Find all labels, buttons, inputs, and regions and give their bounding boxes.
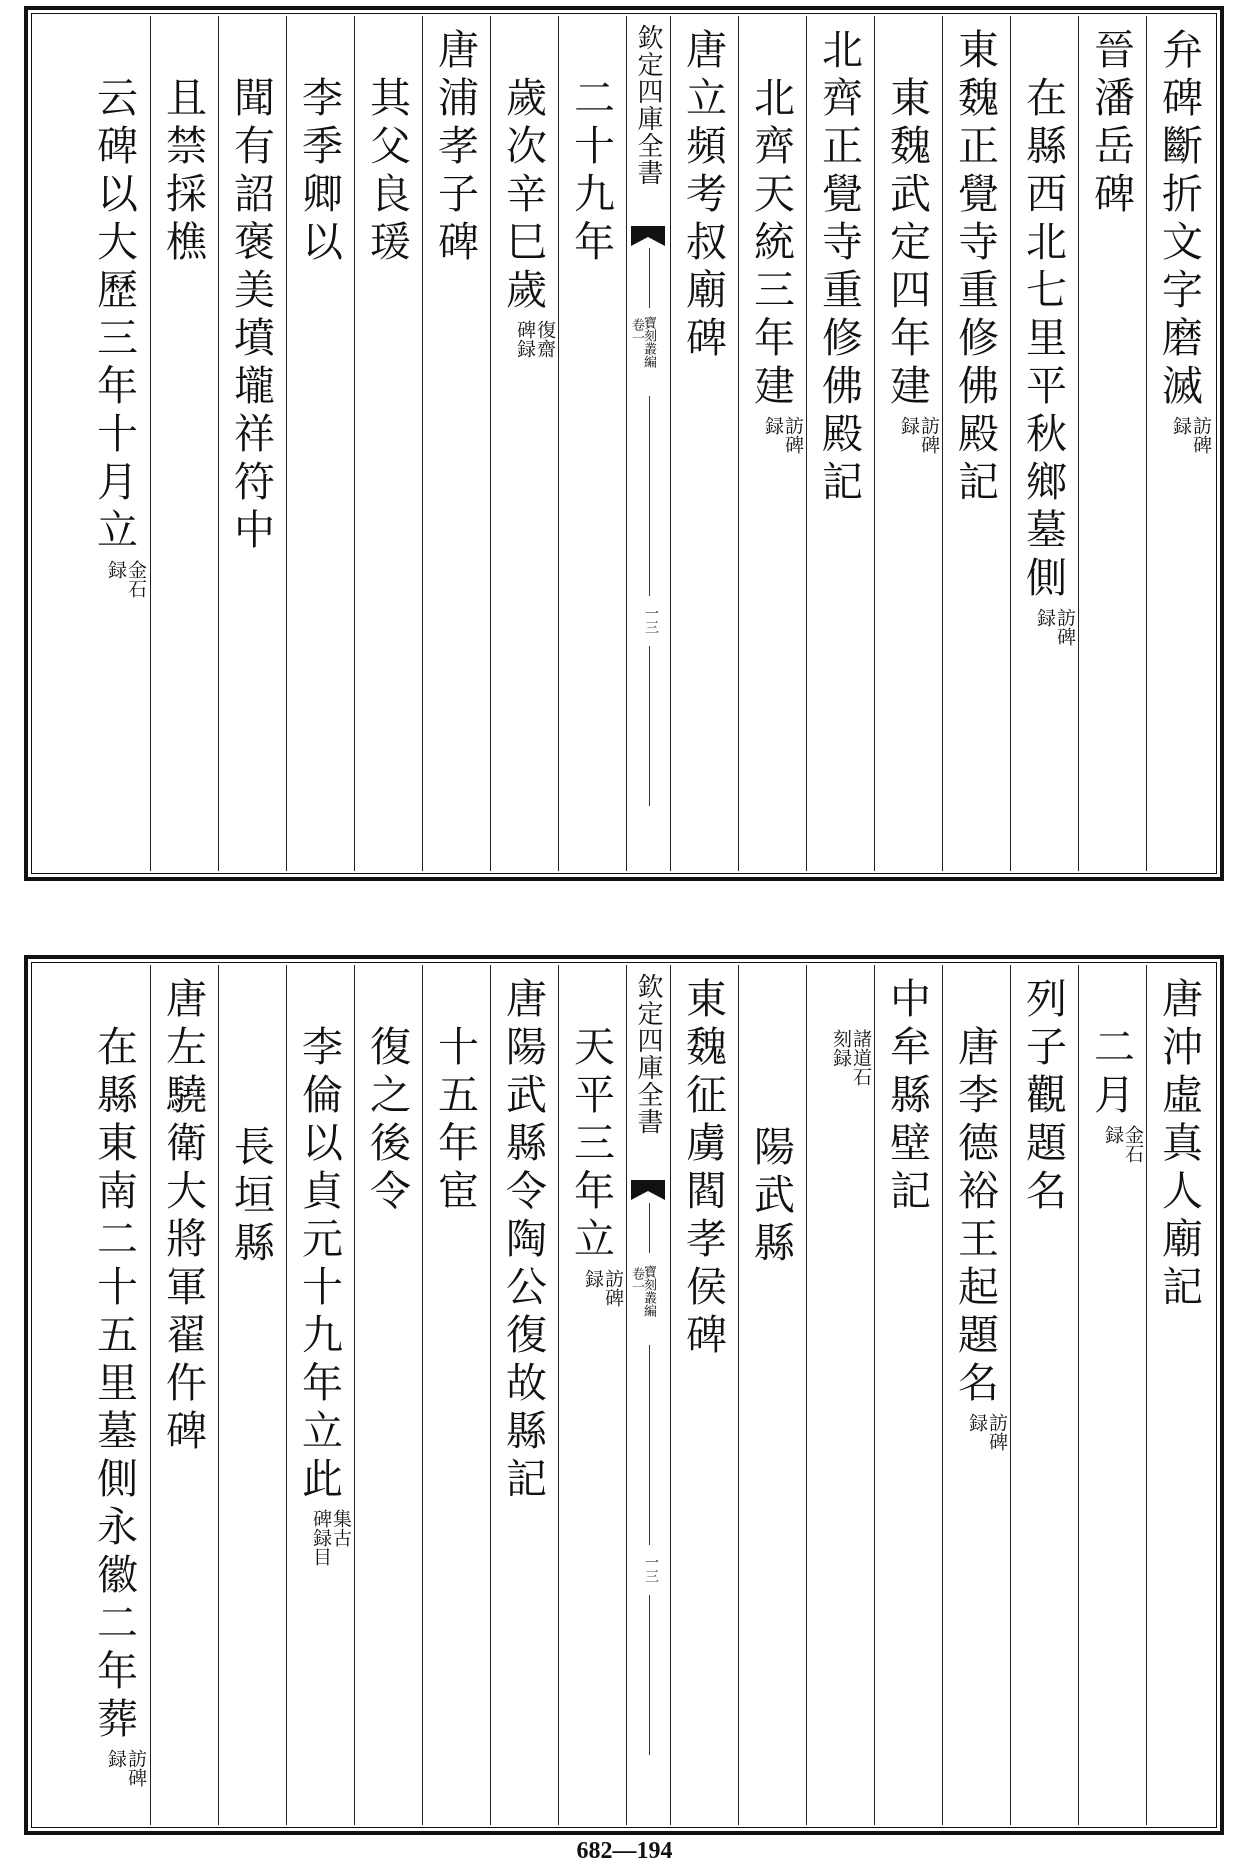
text-column: [490, 965, 558, 1825]
note-line: 訪碑: [125, 1749, 147, 1787]
column-text: 聞有詔褒美墳壠祥符中: [227, 76, 275, 556]
small-note: [311, 1509, 351, 1566]
note-line: 訪碑: [1190, 416, 1212, 454]
column-text: 唐陽武縣令陶公復故縣記: [499, 977, 547, 1505]
gutter-line: [649, 646, 650, 806]
note-line: 録: [762, 416, 784, 435]
column-text: 天平三年立: [567, 1025, 615, 1265]
small-note: [899, 416, 939, 454]
gutter-line: [649, 1595, 650, 1755]
column-text: 中牟縣壁記: [883, 977, 931, 1217]
column-text: 北齊天統三年建: [747, 76, 795, 412]
fish-tail-mark: [631, 1180, 665, 1200]
text-column: [670, 16, 738, 871]
column-text: 長垣縣: [227, 1125, 275, 1269]
column-text: 東魏征虜閻孝侯碑: [679, 977, 727, 1361]
text-column: [1010, 965, 1078, 1825]
column-text: 晉潘岳碑: [1087, 28, 1135, 220]
small-note: [831, 1029, 871, 1086]
note-line: 金石: [125, 560, 147, 598]
text-column: [422, 16, 490, 871]
note-line: 録: [966, 1413, 988, 1432]
note-line: 録: [898, 416, 920, 435]
column-text: 唐浦孝子碑: [431, 28, 479, 268]
small-note: [1171, 416, 1211, 454]
gutter-line: [649, 1345, 650, 1545]
gutter-line: [649, 396, 650, 596]
leaf-number: 一三: [643, 1555, 659, 1583]
note-line: 復齋: [534, 320, 556, 358]
book-title: 欽定四庫全書: [633, 973, 663, 1135]
small-note: [583, 1269, 623, 1307]
text-column: [738, 965, 806, 1825]
small-note: [515, 320, 555, 358]
note-line: 録: [1102, 1125, 1124, 1144]
text-column: [490, 16, 558, 871]
note-line: 録: [1034, 608, 1056, 627]
column-text: 歲次辛巳歲: [499, 76, 547, 316]
top-page: [24, 6, 1224, 881]
center-gutter: [626, 965, 670, 1825]
text-column: [82, 965, 150, 1825]
text-column: [942, 16, 1010, 871]
volume-label: 卷一: [629, 1267, 644, 1293]
note-line: 刻録: [830, 1029, 852, 1067]
bottom-columns: [34, 965, 1214, 1825]
column-text: 云碑以大歷三年十月立: [90, 76, 138, 556]
small-note: [1103, 1125, 1143, 1163]
text-column: [806, 965, 874, 1825]
top-columns: [34, 16, 1214, 871]
text-column: [354, 16, 422, 871]
note-line: 録: [105, 1749, 127, 1768]
column-text: 復之後令: [363, 1025, 411, 1217]
gutter-line: [649, 248, 650, 308]
column-text: 陽武縣: [747, 1125, 795, 1269]
small-note: [106, 1749, 146, 1787]
column-text: 且禁採樵: [159, 76, 207, 268]
text-column: [82, 16, 150, 871]
note-line: 訪碑: [918, 416, 940, 454]
text-column: [738, 16, 806, 871]
column-text: 李季卿以: [295, 76, 343, 268]
note-line: 金石: [1122, 1125, 1144, 1163]
book-title: 欽定四庫全書: [633, 24, 663, 186]
text-column: [1010, 16, 1078, 871]
column-text: 弁碑斷折文字磨滅: [1155, 28, 1203, 412]
column-text: 在縣東南二十五里墓側永徽二年葬: [90, 1025, 138, 1745]
column-text: 東魏武定四年建: [883, 76, 931, 412]
note-line: 訪碑: [1054, 608, 1076, 646]
text-column: [1078, 16, 1146, 871]
text-column: [150, 965, 218, 1825]
text-column: [150, 16, 218, 871]
note-line: 碑録目: [310, 1509, 332, 1566]
small-note: [763, 416, 803, 454]
column-text: 在縣西北七里平秋鄉墓側: [1019, 76, 1067, 604]
column-text: 唐李德裕王起題名: [951, 1025, 999, 1409]
note-line: 諸道石: [850, 1029, 872, 1086]
column-text: 李倫以貞元十九年立此: [295, 1025, 343, 1505]
note-line: 録: [582, 1269, 604, 1288]
gutter-line: [649, 1203, 650, 1253]
column-text: 十五年宦: [431, 1025, 479, 1217]
note-line: 訪碑: [602, 1269, 624, 1307]
text-column: [218, 16, 286, 871]
text-column: [558, 16, 626, 871]
note-line: 碑録: [514, 320, 536, 358]
note-line: 訪碑: [986, 1413, 1008, 1451]
column-text: 東魏正覺寺重修佛殿記: [951, 28, 999, 508]
text-column: [422, 965, 490, 1825]
volume-label: 卷一: [629, 318, 644, 344]
small-note: [106, 560, 146, 598]
column-text: 北齊正覺寺重修佛殿記: [815, 28, 863, 508]
bottom-page: [24, 955, 1224, 1835]
text-column: [1146, 965, 1214, 1825]
text-column: [558, 965, 626, 1825]
small-note: [967, 1413, 1007, 1451]
small-note: [1035, 608, 1075, 646]
text-column: [1146, 16, 1214, 871]
collection-title: 寶刻叢編: [641, 316, 656, 368]
collection-title: 寶刻叢編: [641, 1265, 656, 1317]
text-column: [874, 16, 942, 871]
page-number: 682—194: [576, 1838, 673, 1864]
text-column: [354, 965, 422, 1825]
leaf-number: 一三: [643, 606, 659, 634]
text-column: [874, 965, 942, 1825]
text-column: [670, 965, 738, 1825]
text-column: [806, 16, 874, 871]
column-text: 唐立頻考叔廟碑: [679, 28, 727, 364]
note-line: 録: [1170, 416, 1192, 435]
text-column: [286, 965, 354, 1825]
fish-tail-mark: [631, 226, 665, 246]
note-line: 録: [105, 560, 127, 579]
text-column: [218, 965, 286, 1825]
note-line: 集古: [330, 1509, 352, 1547]
text-column: [1078, 965, 1146, 1825]
column-text: 二十九年: [567, 76, 615, 268]
note-line: 訪碑: [782, 416, 804, 454]
column-text: 其父良瑗: [363, 76, 411, 268]
text-column: [286, 16, 354, 871]
text-column: [942, 965, 1010, 1825]
center-gutter: [626, 16, 670, 871]
column-text: 唐左驍衛大將軍翟仵碑: [159, 977, 207, 1457]
column-text: 唐沖虛真人廟記: [1155, 977, 1203, 1313]
column-text: 二月: [1087, 1025, 1135, 1121]
column-text: 列子觀題名: [1019, 977, 1067, 1217]
